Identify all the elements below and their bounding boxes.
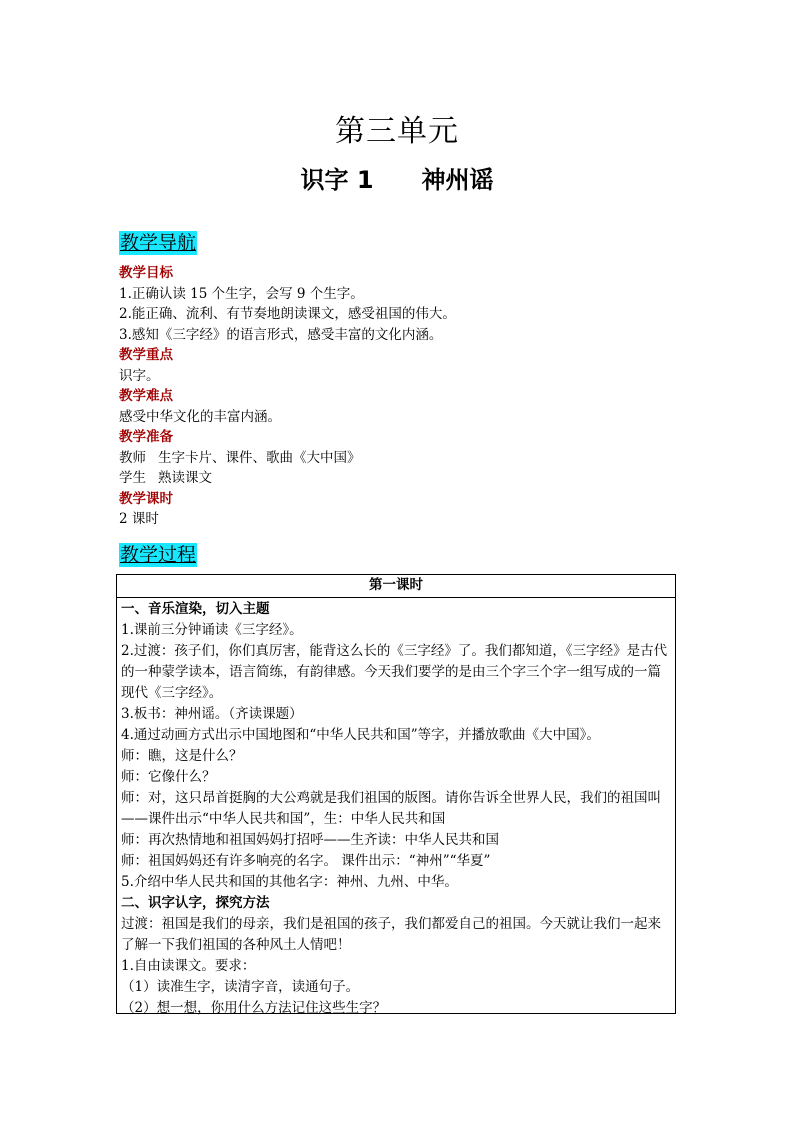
difficulty-text: 感受中华文化的丰富内涵。 xyxy=(119,408,281,425)
lesson-number: 识字 1 xyxy=(300,166,374,194)
preparation-label: 教学准备 xyxy=(119,429,173,445)
goal-item: 3.感知《三字经》的语言形式，感受丰富的文化内涵。 xyxy=(119,326,443,343)
process-paragraph: 1.自由读课文。要求： xyxy=(121,958,256,974)
process-paragraph: （2）想一想，你用什么方法记住这些生字？ xyxy=(121,1000,387,1016)
teacher-items: 生字卡片、课件、歌曲《大中国》 xyxy=(158,449,361,466)
period-title: 第一课时 xyxy=(117,575,675,598)
process-heading: 二、识字认字，探究方法 xyxy=(121,895,270,911)
process-paragraph: （1）读准生字，读清字音，读通句子。 xyxy=(121,979,360,995)
class-hours-text: 2 课时 xyxy=(119,511,159,527)
class-hours-label: 教学课时 xyxy=(119,490,173,507)
lesson-title xyxy=(0,164,794,196)
teacher-role: 教师 xyxy=(119,449,146,466)
process-paragraph: 3.板书：神州谣。（齐读课题） xyxy=(121,706,303,722)
process-paragraph: 师：祖国妈妈还有许多响亮的名字。 课件出示：“神州”“华夏” xyxy=(121,853,491,869)
student-role: 学生 xyxy=(119,470,146,486)
difficulty-label: 教学难点 xyxy=(119,388,173,404)
unit-title: 第三单元 xyxy=(335,114,459,149)
process-paragraph: 5.介绍中华人民共和国的其他名字：神州、九州、中华。 xyxy=(121,874,458,890)
preparation-student xyxy=(119,468,679,489)
process-paragraph: 师：再次热情地和祖国妈妈打招呼——生齐读：中华人民共和国 xyxy=(121,832,499,848)
process-paragraph: 过渡：祖国是我们的母亲，我们是祖国的孩子，我们都爱自己的祖国。今天就让我们一起来了解一下我们祖国的各种风土人情吧！ xyxy=(121,916,661,953)
process-content xyxy=(117,598,675,1019)
lesson-name: 神州谣 xyxy=(421,166,494,194)
goal-item: 2.能正确、流利、有节奏地朗读课文，感受祖国的伟大。 xyxy=(119,306,456,322)
preparation-teacher xyxy=(119,448,679,469)
goal-item: 1.正确认读 15 个生字，会写 9 个生字。 xyxy=(119,285,364,302)
teaching-nav-heading: 教学导航 xyxy=(120,232,197,254)
student-items: 熟读课文 xyxy=(158,470,212,486)
process-heading: 一、音乐渲染，切入主题 xyxy=(121,601,270,617)
goal-label: 教学目标 xyxy=(119,265,173,281)
process-paragraph: 师：瞧，这是什么？ xyxy=(121,748,243,764)
teaching-process-heading: 教学过程 xyxy=(120,544,197,566)
process-paragraph: 师：它像什么？ xyxy=(121,769,216,785)
process-paragraph: 2.过渡：孩子们，你们真厉害，能背这么长的《三字经》了。我们都知道，《三字经》是古代的一种蒙学读本，语言简练，有韵律感。今天我们要学的是由三个字三个字一组写成的一篇现代《三字经》。 xyxy=(121,643,668,701)
process-paragraph: 1.课前三分钟诵读《三字经》。 xyxy=(121,622,303,638)
key-point-text: 识字。 xyxy=(119,367,160,384)
teaching-nav-section xyxy=(119,263,679,530)
teaching-process-table xyxy=(116,574,676,1014)
key-point-label: 教学重点 xyxy=(119,347,173,363)
process-paragraph: 师：对，这只昂首挺胸的大公鸡就是我们祖国的版图。请你告诉全世界人民，我们的祖国叫——课件出示“中华人民共和国”，生：中华人民共和国 xyxy=(121,790,661,827)
process-paragraph: 4.通过动画方式出示中国地图和“中华人民共和国”等字，并播放歌曲《大中国》。 xyxy=(121,727,600,743)
